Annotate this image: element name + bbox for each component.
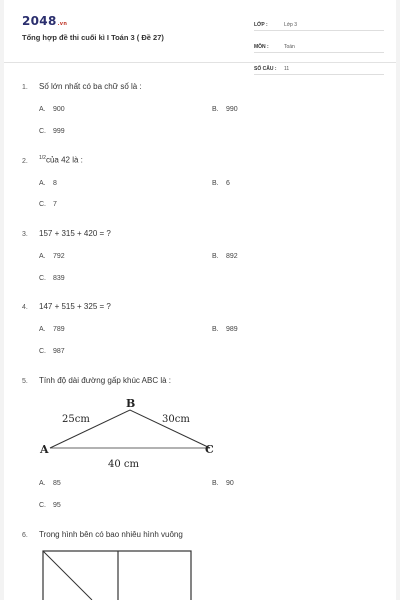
option-value: 85	[53, 480, 61, 487]
question-text: của 42 là :	[45, 155, 83, 165]
option-value: 900	[53, 106, 65, 113]
option-value: 999	[53, 128, 65, 135]
question-3	[22, 229, 111, 238]
option-1c[interactable]	[39, 128, 65, 135]
option-letter: C.	[39, 201, 46, 208]
option-value: 892	[226, 253, 238, 260]
page-title: Tổng hợp đề thi cuối kì I Toán 3 ( Đề 27)	[22, 33, 164, 42]
meta-value: 11	[284, 66, 290, 72]
question-text: 157 + 315 + 420 = ?	[39, 229, 111, 238]
option-value: 789	[53, 326, 65, 333]
header	[4, 0, 396, 72]
option-3b[interactable]	[212, 253, 238, 260]
option-value: 8	[53, 180, 57, 187]
option-2a[interactable]	[39, 180, 57, 187]
question-5	[22, 376, 171, 385]
option-3a[interactable]	[39, 253, 65, 260]
option-letter: C.	[39, 128, 46, 135]
question-1	[22, 82, 142, 91]
meta-value: Toán	[284, 44, 295, 50]
option-letter: A.	[39, 326, 46, 333]
meta-row-class	[254, 16, 384, 31]
question-number: 6.	[22, 532, 28, 539]
option-5a[interactable]	[39, 480, 61, 487]
option-2b[interactable]	[212, 180, 230, 187]
diagonal-line	[43, 551, 92, 600]
figure-polyline-abc	[38, 392, 228, 472]
option-value: 987	[53, 348, 65, 355]
fraction: 1/2	[39, 155, 46, 161]
option-3c[interactable]	[39, 275, 65, 282]
option-1a[interactable]	[39, 106, 65, 113]
option-letter: C.	[39, 502, 46, 509]
outer-rectangle	[43, 551, 191, 600]
option-value: 792	[53, 253, 65, 260]
question-text: Số lớn nhất có ba chữ số là :	[39, 82, 142, 91]
option-letter: A.	[39, 180, 46, 187]
question-number: 2.	[22, 157, 28, 165]
option-letter: B.	[212, 326, 219, 333]
question-2	[22, 155, 83, 165]
meta-row-subject	[254, 38, 384, 53]
question-number: 1.	[22, 84, 28, 91]
option-letter: B.	[212, 180, 219, 187]
option-letter: B.	[212, 480, 219, 487]
meta-value: Lớp 3	[284, 22, 298, 28]
option-value: 90	[226, 480, 234, 487]
point-a-label: A	[40, 443, 49, 456]
meta-label: LỚP :	[254, 22, 268, 28]
option-5c[interactable]	[39, 502, 61, 509]
ab-length-label: 25cm	[62, 414, 90, 425]
meta-label: MÔN :	[254, 44, 269, 50]
point-c-label: C	[205, 443, 214, 456]
exam-sheet	[4, 0, 396, 600]
meta-info	[254, 16, 384, 82]
logo[interactable]	[22, 14, 67, 28]
option-letter: A.	[39, 480, 46, 487]
option-letter: B.	[212, 106, 219, 113]
option-value: 989	[226, 326, 238, 333]
question-4	[22, 302, 111, 311]
question-text: Tính độ dài đường gấp khúc ABC là :	[39, 376, 172, 385]
option-4b[interactable]	[212, 326, 238, 333]
option-value: 839	[53, 275, 65, 282]
option-letter: A.	[39, 253, 46, 260]
option-letter: C.	[39, 275, 46, 282]
option-5b[interactable]	[212, 480, 234, 487]
bc-length-label: 30cm	[162, 414, 190, 425]
figure-squares	[42, 550, 194, 600]
option-1b[interactable]	[212, 106, 238, 113]
option-4a[interactable]	[39, 326, 65, 333]
option-letter: B.	[212, 253, 219, 260]
question-number: 4.	[22, 304, 28, 311]
option-value: 990	[226, 106, 238, 113]
question-number: 5.	[22, 378, 28, 385]
question-number: 3.	[22, 231, 28, 238]
question-text: Trong hình bên có bao nhiêu hình vuông	[39, 530, 183, 539]
option-2c[interactable]	[39, 201, 57, 208]
option-letter: A.	[39, 106, 46, 113]
logo-suffix: .vn	[57, 21, 68, 27]
option-value: 6	[226, 180, 230, 187]
logo-text: 2048	[22, 14, 57, 28]
ac-length-label: 40 cm	[108, 459, 139, 470]
meta-row-count	[254, 60, 384, 75]
option-4c[interactable]	[39, 348, 65, 355]
option-letter: C.	[39, 348, 46, 355]
option-value: 95	[53, 502, 61, 509]
question-text: 147 + 515 + 325 = ?	[39, 302, 111, 311]
meta-label: SỐ CÂU :	[254, 66, 277, 72]
question-6	[22, 530, 183, 539]
option-value: 7	[53, 201, 57, 208]
point-b-label: B	[126, 397, 136, 410]
